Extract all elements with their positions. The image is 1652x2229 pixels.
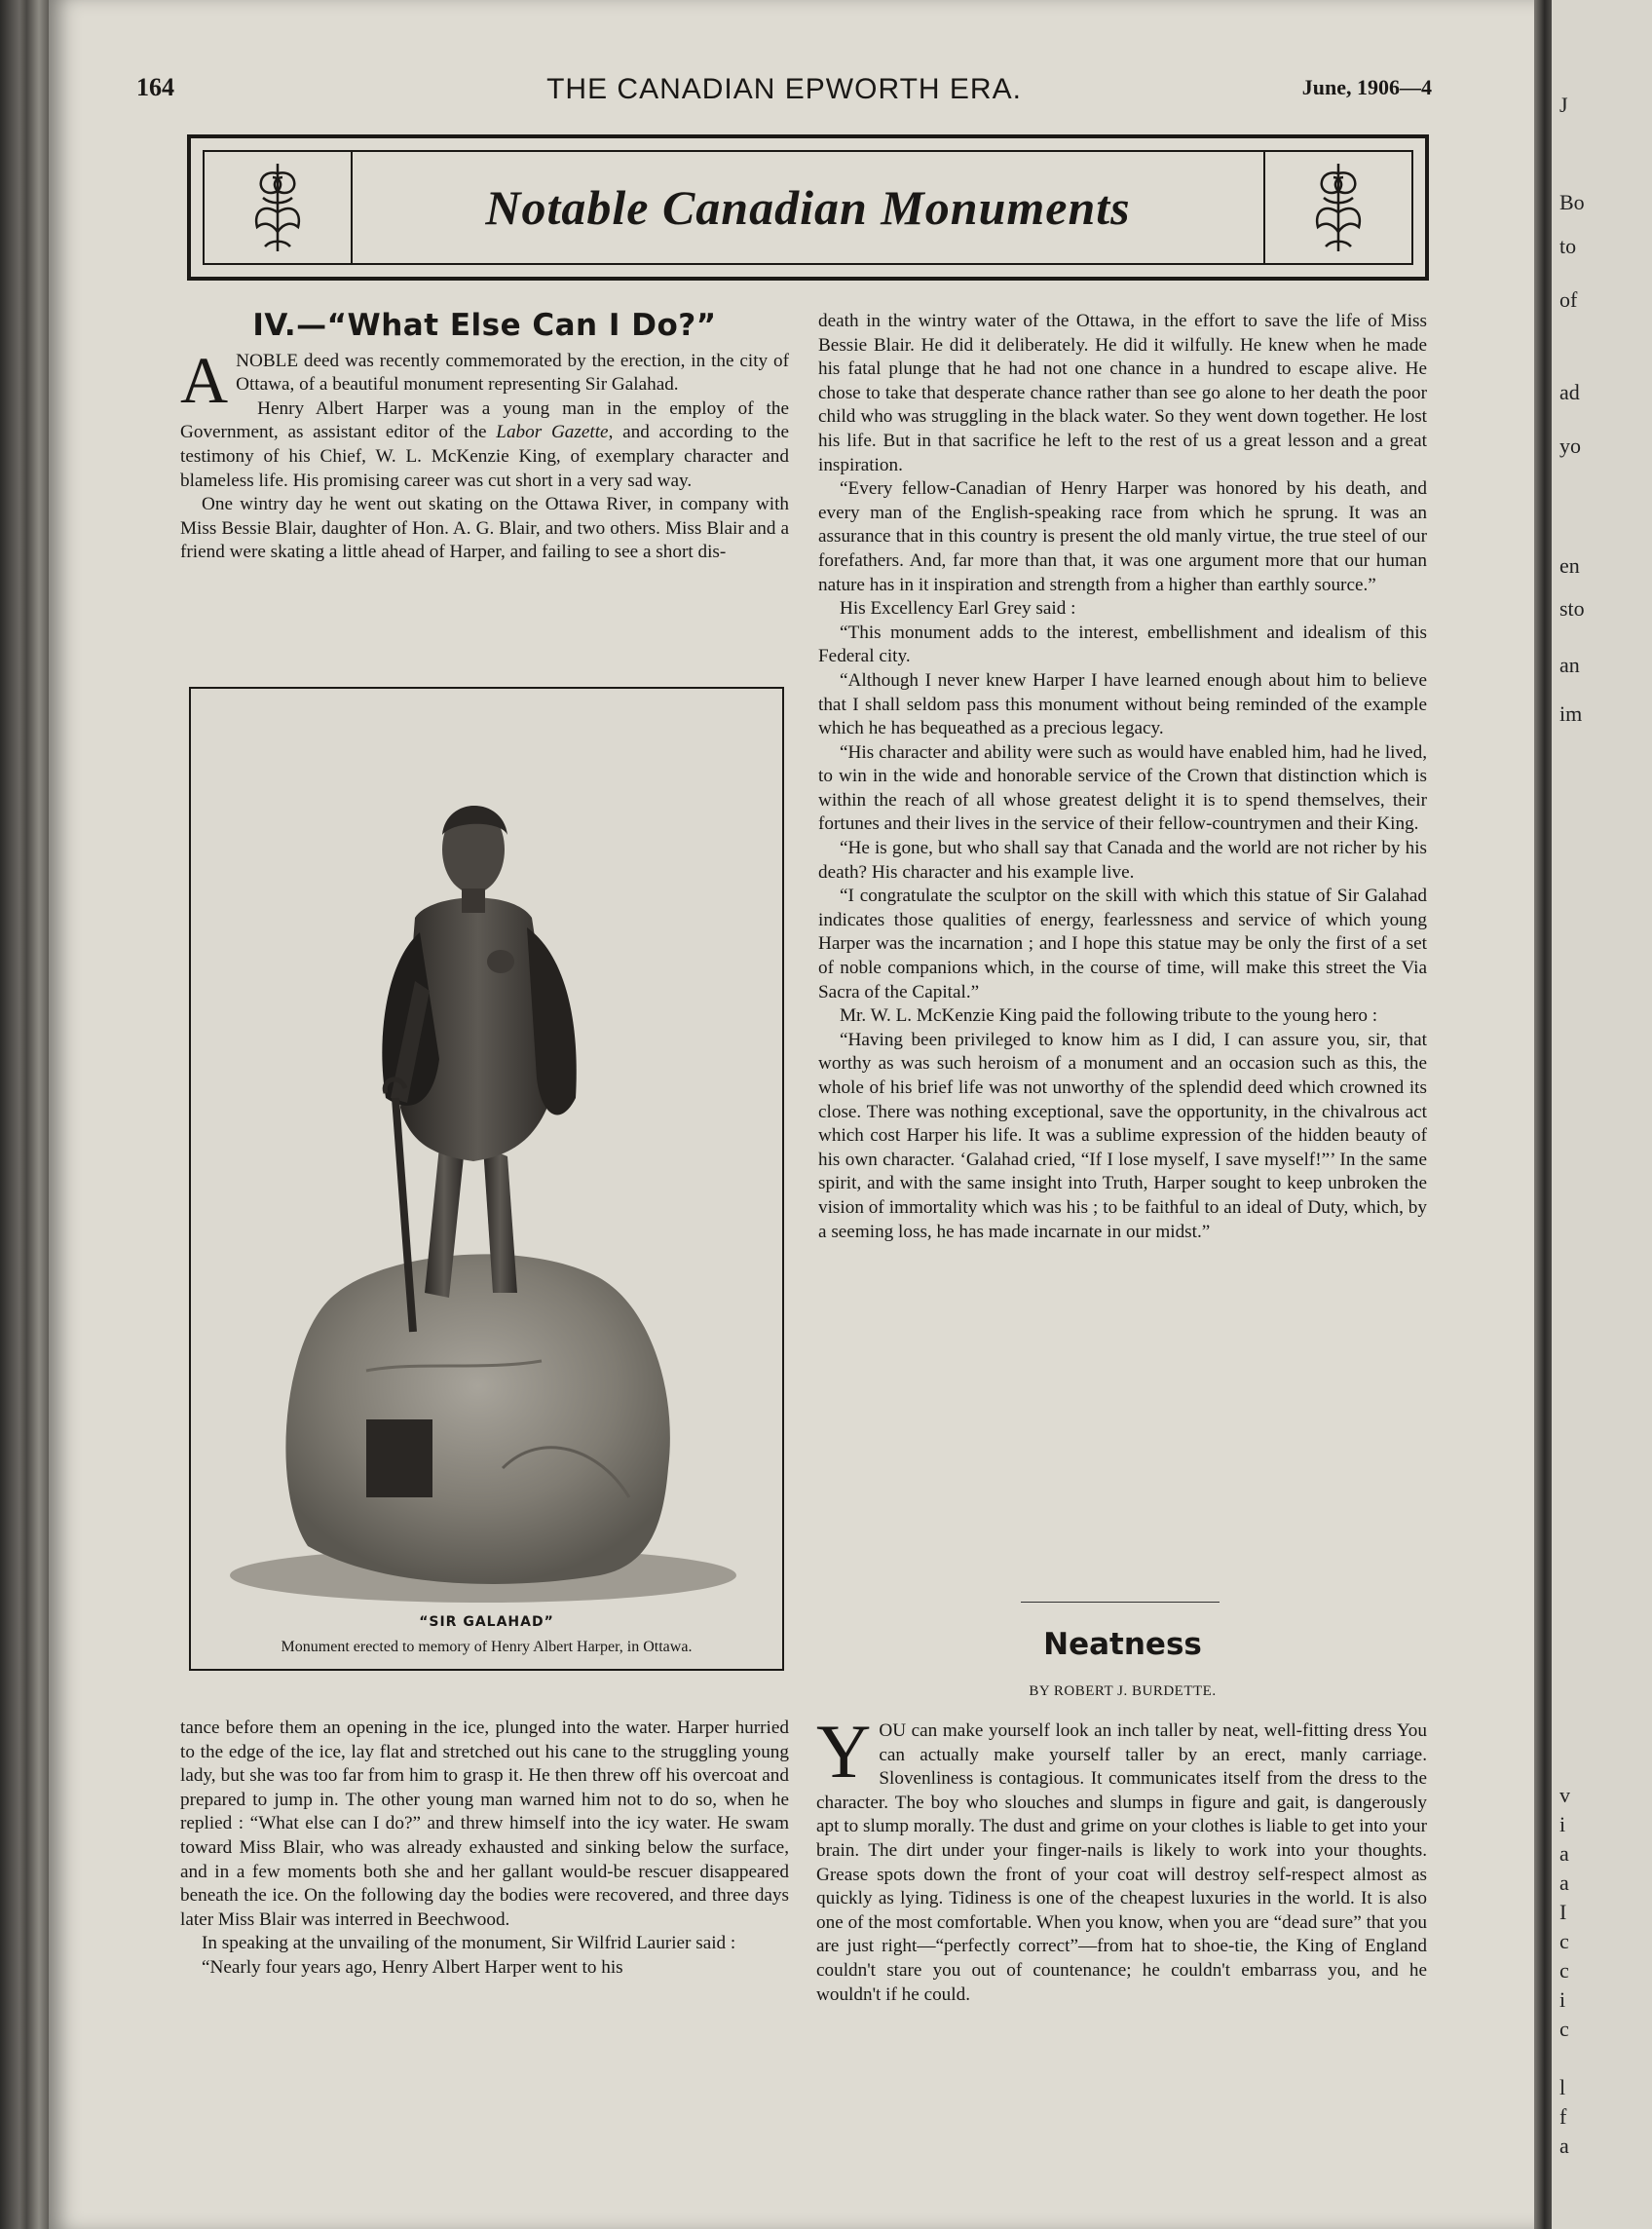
facing-page-fragment: of [1559, 287, 1578, 312]
facing-page-fragment: a [1559, 2134, 1569, 2158]
article-paragraph: “I congratulate the sculptor on the skill with which this statue of Sir Galahad indicates those qualities of energy, fearlessness and service of which young Harper was the incarnation ; and I hope this statue may be only the first of a set of noble companions which, in the course of time, will make this street the Via Sacra of the Capital.” [818, 886, 1427, 1002]
article-byline: BY ROBERT J. BURDETTE. [1029, 1683, 1217, 1699]
article-paragraph: Mr. W. L. McKenzie King paid the following tribute to the young hero : [840, 1005, 1378, 1027]
sir-galahad-statue-image [191, 689, 782, 1669]
article-paragraph: YOU can make yourself look an inch taller by neat, well-fitting dress You can actually make yourself taller by an erect, manly carriage. Slovenliness is contagious. It communicates itself from the dress to the character. The boy who slouches and slumps in figure and gait, is dangerously apt to slump morally. The dust and grime on your clothes is liable to get into your brain. The dirt under your finger-nails is likely to work into your thoughts. Grease spots down the front of your coat will destroy self-respect almost as quickly as lying. Tidiness is one of the cheapest luxuries in the world. It is also one of the most comfortable. When you know, when you are “dead sure” that you are just right—“perfectly correct”—from hat to shoe-tie, the King of England couldn't stare you out of countenance; he couldn't embarrass you, and he wouldn't if he could. [816, 1709, 1427, 2005]
drop-cap: A [180, 342, 229, 417]
section-banner [187, 134, 1429, 281]
facing-page-fragment: yo [1559, 434, 1581, 458]
facing-page-fragment: ad [1559, 380, 1580, 404]
article-column-1-continued [180, 1717, 789, 1981]
fleur-ornament-icon [205, 152, 353, 263]
facing-page-fragment: Bo [1559, 190, 1585, 214]
article-paragraph: tance before them an opening in the ice, plunged into the water. Harper hurried to the edge of the ice, lay flat and stretched out his cane to the struggling young lady, but she was too far from him to grasp it. He then threw off his overcoat and prepared to jump in. The other young man warned him not to do so, when he replied : “What else can I do?” and threw himself into the icy water. He swam toward Miss Blair, who was already exhausted and sinking below the surface, and in a few moments both she and her gallant would-be rescuer disappeared beneath the ice. On the following day the bodies were recovered, and three days later Miss Blair was interred in Beechwood. [180, 1718, 789, 1930]
article-paragraph: “Nearly four years ago, Henry Albert Harper went to his [202, 1956, 623, 1978]
monument-photo [189, 687, 784, 1671]
section-divider [1021, 1602, 1220, 1603]
article-paragraph: “Every fellow-Canadian of Henry Harper was honored by his death, and every man of the English-speaking race from which he sprung. It was an assurance that in this country is present the old manly virtue, the true steel of our forefathers. And, far more than that, it was one argument more that our human nature has in it inspiration and strength from a higher than earthly source.” [818, 478, 1427, 595]
facing-page-fragment: c [1559, 1958, 1569, 1983]
figure-caption: Monument erected to memory of Henry Albert Harper, in Ottawa. [281, 1639, 693, 1655]
facing-page-fragment: an [1559, 653, 1580, 677]
facing-page-fragment: c [1559, 1929, 1569, 1953]
masthead: THE CANADIAN EPWORTH ERA. [546, 73, 1022, 105]
article-paragraph: “He is gone, but who shall say that Canada and the world are not richer by his death? His character and his example live. [818, 838, 1427, 883]
issue-date: June, 1906—4 [1301, 75, 1432, 99]
facing-page-fragment: f [1559, 2104, 1567, 2129]
article-paragraph: “Although I never knew Harper I have learned enough about him to believe that I shall seldom pass this monument without being reminded of the example which he has bequeathed as a precious legacy. [818, 669, 1427, 739]
figure-label: “SIR GALAHAD” [419, 1614, 554, 1630]
book-gutter [1534, 0, 1552, 2229]
article-paragraph: “This monument adds to the interest, embellishment and idealism of this Federal city. [818, 622, 1427, 667]
facing-page-fragment: en [1559, 553, 1580, 578]
facing-page-fragment: sto [1559, 596, 1585, 621]
article-paragraph: One wintry day he went out skating on the Ottawa River, in company with Miss Bessie Blair, daughter of Hon. A. G. Blair, and two others. Miss Blair and a friend were skating a little ahead of Harper, and failing to see a short dis- [180, 494, 789, 563]
article-paragraph: In speaking at the unvailing of the monument, Sir Wilfrid Laurier said : [202, 1933, 736, 1954]
article-title: IV.—“What Else Can I Do?” [252, 308, 717, 343]
facing-page-fragment: a [1559, 1841, 1569, 1866]
article-column-2 [818, 310, 1427, 1244]
facing-page-fragment: i [1559, 1987, 1566, 2012]
drop-cap: Y [816, 1709, 872, 1794]
article-paragraph: “Having been privileged to know him as I did, I can assure you, sir, that worthy as was such heroism of a monument and an occasion such as this, the whole of his brief life was not unworthy of the splendid deed which crowned its close. There was nothing exceptional, save the opportunity, in the chivalrous act which cost Harper his life. It was a sublime expression of the hidden beauty of his own character. ‘Galahad cried, “If I lose myself, I save myself!”’ In the same spirit, and with the same insight into Truth, Harper sought to keep unbroken the vision of immortality which was his ; to be faithful to an ideal of Duty, which, by a seeming loss, he has made incarnate in our midst.” [818, 1029, 1427, 1242]
facing-page-fragment: c [1559, 2017, 1569, 2041]
facing-page-fragment: im [1559, 701, 1583, 726]
facing-page-fragment: v [1559, 1783, 1570, 1807]
facing-page-fragment: I [1559, 1900, 1567, 1924]
facing-page-fragment: to [1559, 234, 1577, 258]
article-paragraph: death in the wintry water of the Ottawa, in the effort to save the life of Miss Bessie Blair. He did it deliberately. He did it wilfully. He knew when he made his fatal plunge that he had not one chance in a hundred to escape alive. He chose to take that desperate chance rather than see go alone to her death the poor child who was struggling in the black water. So they went down together. He lost his life. But in that sacrifice he left to the rest of us a great lesson and a great inspiration. [818, 311, 1427, 475]
page-number: 164 [136, 73, 174, 101]
facing-page-fragment: i [1559, 1812, 1566, 1836]
banner-title: Notable Canadian Monuments [485, 180, 1131, 235]
article-column-1 [180, 308, 790, 565]
article-paragraph: ANOBLE deed was recently commemorated by the erection, in the city of Ottawa, of a beautiful monument representing Sir Galahad. [180, 342, 789, 417]
facing-page-edge [1552, 0, 1652, 2229]
neatness-article-body [816, 1709, 1427, 2007]
running-header [136, 73, 1432, 112]
article-title: Neatness [1043, 1627, 1202, 1662]
facing-page-fragment: a [1559, 1870, 1569, 1895]
facing-page-fragment: J [1559, 93, 1568, 117]
article-paragraph: “His character and ability were such as would have enabled him, had he lived, to win in the wide and honorable service of the Crown that distinction which is within the reach of all whose greatest delight it is to spend themselves, their fortunes and their lives in the service of their fellow-countrymen and their King. [818, 741, 1427, 835]
facing-page-fragment: l [1559, 2075, 1566, 2099]
article-paragraph: His Excellency Earl Grey said : [840, 598, 1076, 620]
book-binding-left [0, 0, 49, 2229]
article-paragraph: Henry Albert Harper was a young man in the employ of the Government, as assistant editor of the Labor Gazette, and according to the testimony of his Chief, W. L. McKenzie King, of exemplary character and blameless life. His promising career was cut short in a very sad way. [180, 397, 790, 491]
fleur-ornament-icon [1263, 152, 1411, 263]
